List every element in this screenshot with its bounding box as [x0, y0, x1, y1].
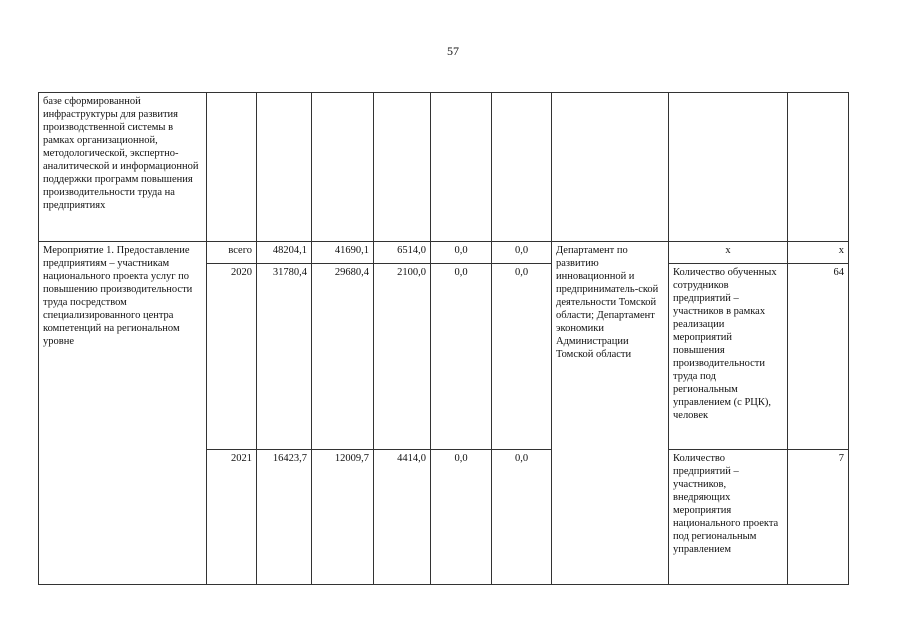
empty-cell	[257, 93, 312, 242]
empty-cell	[431, 93, 492, 242]
extra-cell: 0,0	[492, 450, 552, 585]
event-name-cell: Мероприятие 1. Предоставление предприятиям – участникам национального проекта услуг по повышению производительности труда посредством специализированного центра компетенций на региональном уровне	[39, 242, 207, 585]
indicator-cell: Количество обученных сотрудников предприятий – участников в рамках реализации мероприятий повышения производительности труда под региональным управлением (с РЦК), человек	[669, 264, 788, 450]
indicator-cell: х	[669, 242, 788, 264]
federal-cell: 29680,4	[312, 264, 374, 450]
local-cell: 0,0	[431, 242, 492, 264]
empty-cell	[552, 93, 669, 242]
indicator-cell: Количество предприятий – участников, внедряющих мероприятия национального проекта под региональным управлением	[669, 450, 788, 585]
empty-cell	[207, 93, 257, 242]
local-cell: 0,0	[431, 450, 492, 585]
total-cell: 16423,7	[257, 450, 312, 585]
table-row-total	[39, 242, 849, 264]
intro-description-cell: базе сформированной инфраструктуры для развития производственной системы в рамках организационной, методологической, экспертно-аналитической и информационной поддержки программ повышения производительности труда на предприятиях	[39, 93, 207, 242]
federal-cell: 12009,7	[312, 450, 374, 585]
indicator-value-cell: 7	[788, 450, 849, 585]
indicator-value-cell: 64	[788, 264, 849, 450]
extra-cell: 0,0	[492, 264, 552, 450]
regional-cell: 6514,0	[374, 242, 431, 264]
total-cell: 31780,4	[257, 264, 312, 450]
regional-cell: 2100,0	[374, 264, 431, 450]
local-cell: 0,0	[431, 264, 492, 450]
executor-cell: Департамент по развитию инновационной и предприниматель-ской деятельности Томской области; Департамент экономики Администрации Томской области	[552, 242, 669, 585]
extra-cell: 0,0	[492, 242, 552, 264]
empty-cell	[492, 93, 552, 242]
indicator-value-cell: х	[788, 242, 849, 264]
page-number: 57	[447, 44, 459, 58]
empty-cell	[374, 93, 431, 242]
period-cell: всего	[207, 242, 257, 264]
table-row-intro	[39, 93, 849, 242]
program-table	[38, 92, 849, 585]
regional-cell: 4414,0	[374, 450, 431, 585]
period-cell: 2021	[207, 450, 257, 585]
total-cell: 48204,1	[257, 242, 312, 264]
empty-cell	[788, 93, 849, 242]
federal-cell: 41690,1	[312, 242, 374, 264]
empty-cell	[669, 93, 788, 242]
empty-cell	[312, 93, 374, 242]
period-cell: 2020	[207, 264, 257, 450]
